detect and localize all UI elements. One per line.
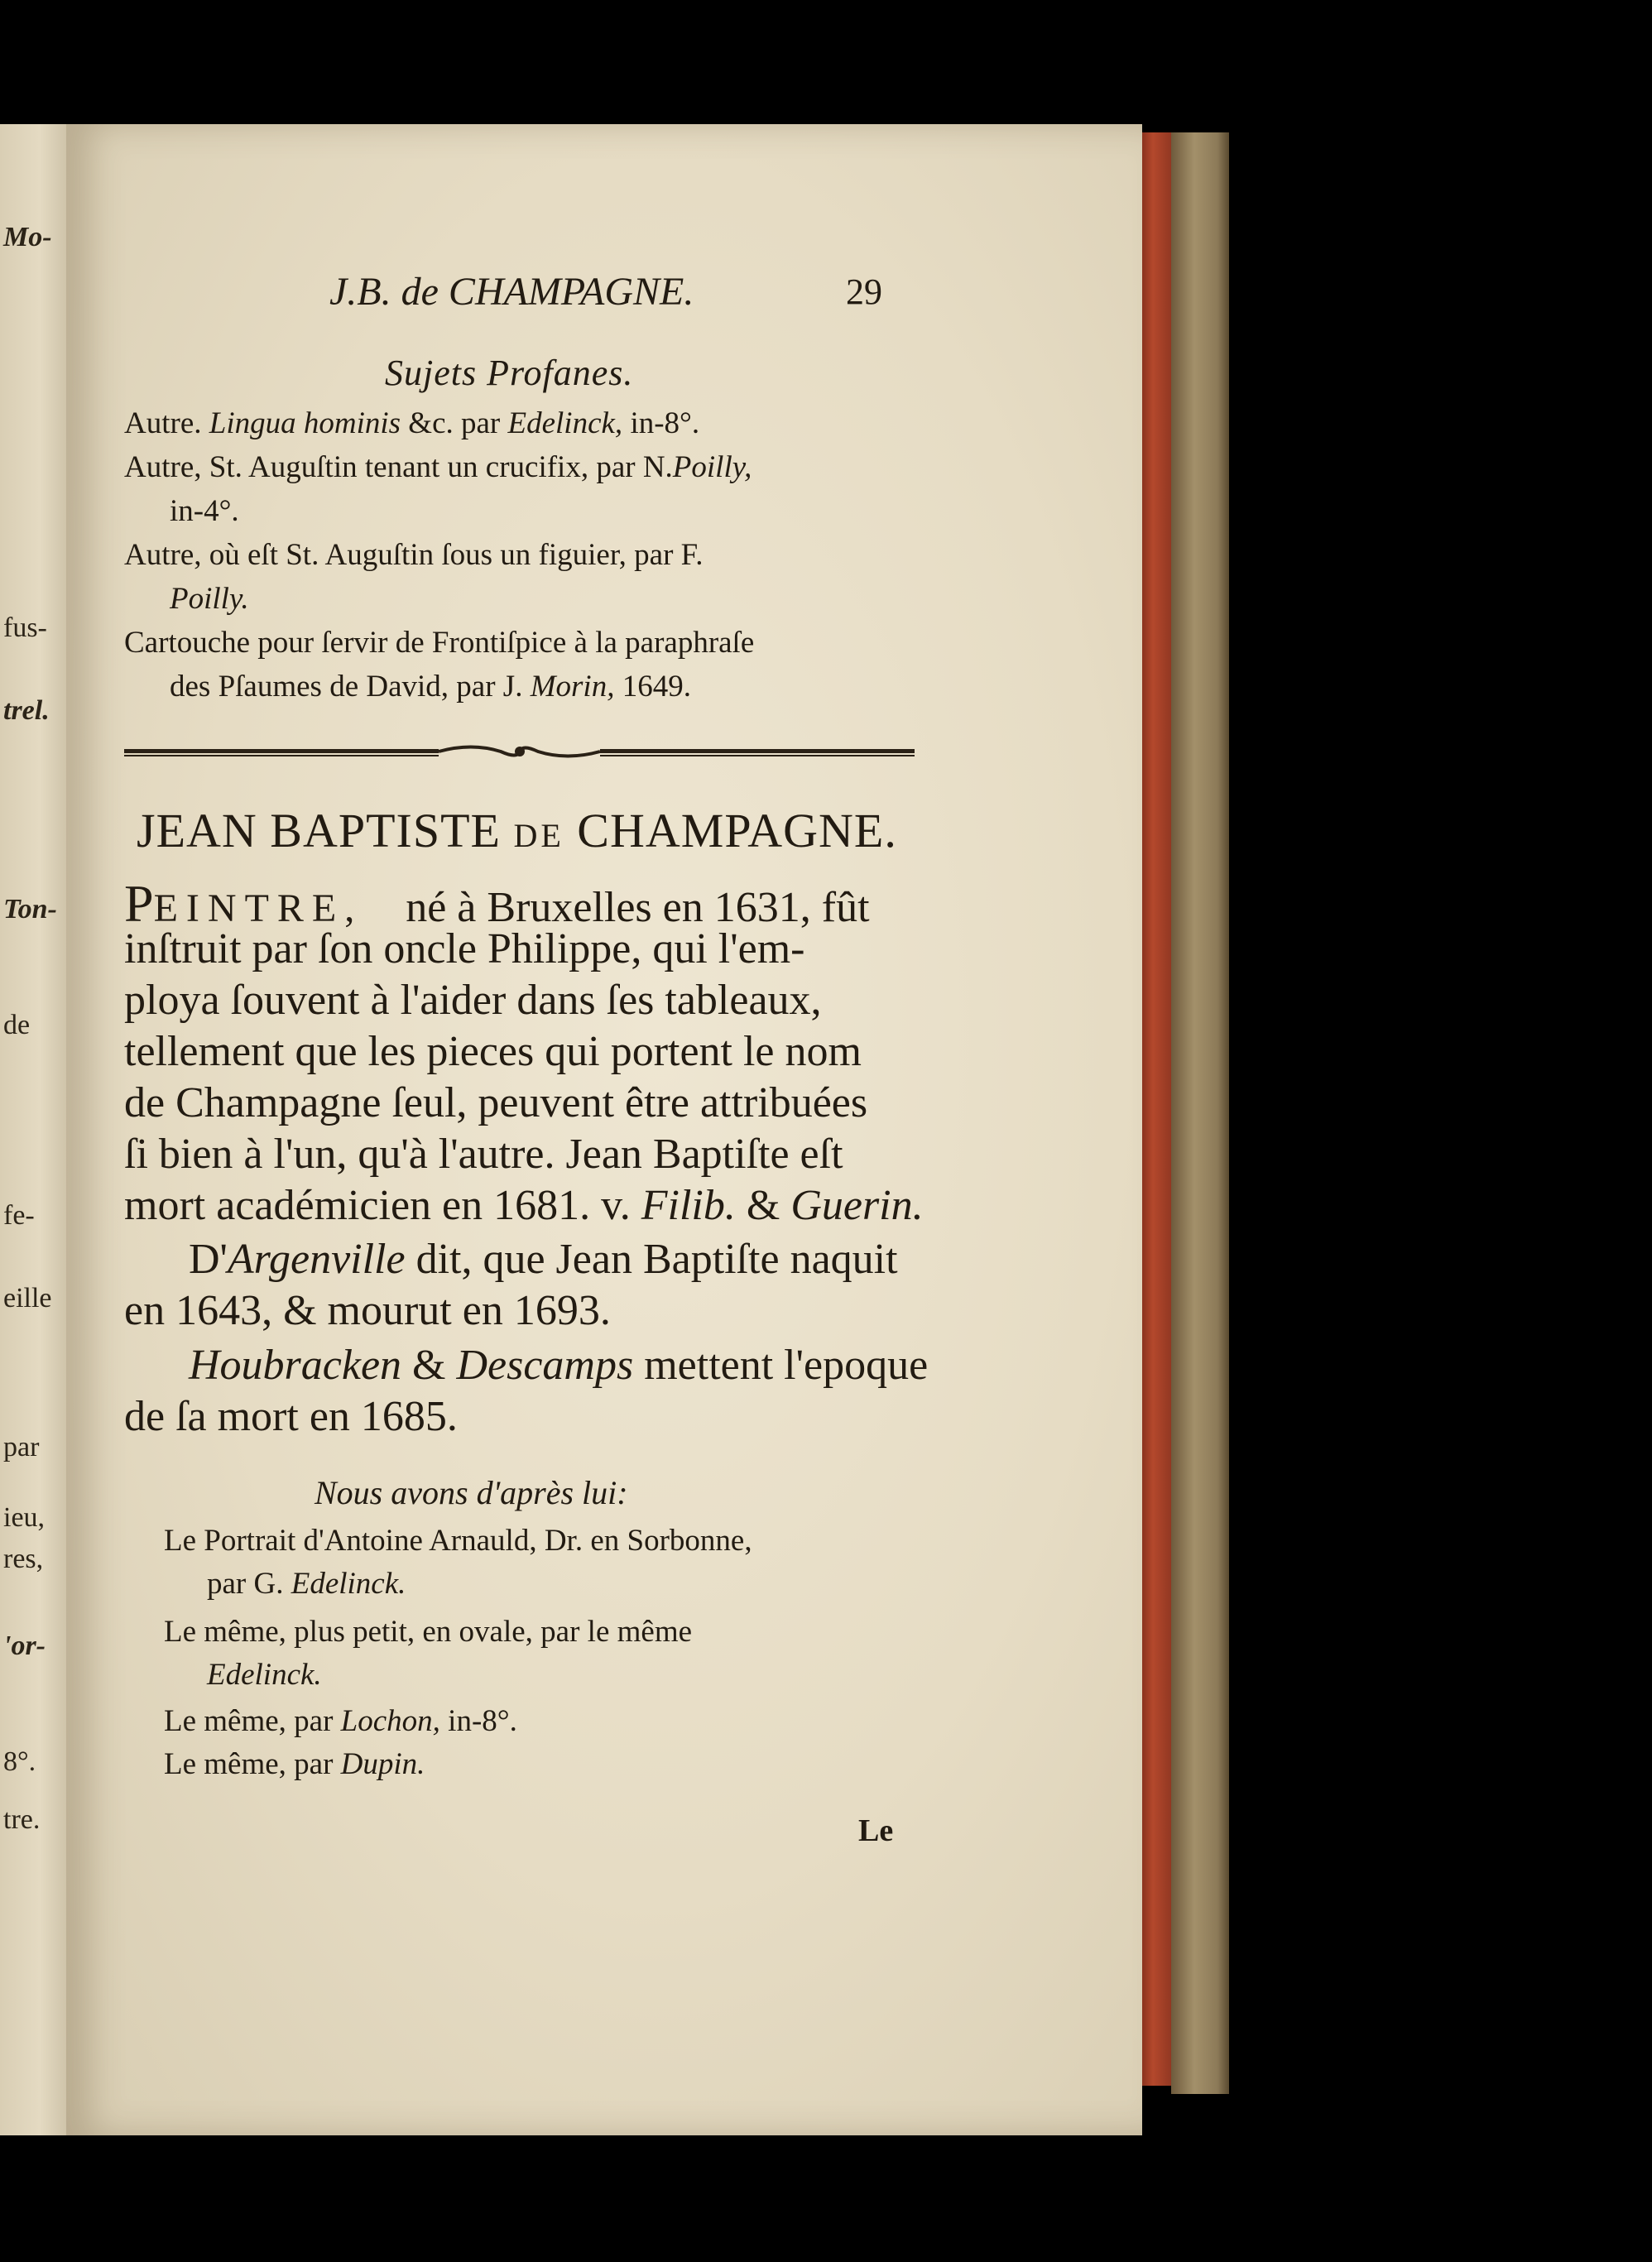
entry-line: Cartouche pour ſervir de Frontiſpice à la paraphraſe — [124, 626, 755, 660]
paragraph-line: mort académicien en 1681. v. Filib. & Guerin. — [124, 1182, 924, 1229]
paragraph-line: inſtruit par ſon oncle Philippe, qui l'em- — [124, 925, 805, 973]
left-fragment: Mo- — [3, 222, 52, 252]
entry-line: Autre. Lingua hominis &c. par Edelinck, in-8°. — [124, 406, 700, 440]
section-title: Sujets Profanes. — [385, 353, 634, 393]
entry-line: Autre, où eſt St. Auguſtin ſous un figuier, par F. — [124, 538, 704, 572]
work-entry: Le même, plus petit, en ovale, par le même — [164, 1615, 693, 1649]
entry-line: Poilly. — [170, 582, 249, 616]
paragraph-line: de Champagne ſeul, peuvent être attribuées — [124, 1079, 868, 1126]
left-fragment: trel. — [3, 695, 50, 726]
paragraph-line: PEINTRE, né à Bruxelles en 1631, fût — [124, 874, 870, 933]
paragraph-line: Houbracken & Descamps mettent l'epoque — [189, 1342, 929, 1389]
page-edges — [1138, 132, 1175, 2086]
left-fragment: res, — [3, 1544, 44, 1574]
ornamental-rule — [124, 741, 915, 762]
work-entry: Le même, par Lochon, in-8°. — [164, 1704, 517, 1738]
book-cover-board — [1171, 132, 1229, 2094]
page-number: 29 — [846, 271, 882, 312]
paragraph-line: ploya ſouvent à l'aider dans ſes tableaux, — [124, 977, 822, 1024]
work-entry: Edelinck. — [207, 1658, 322, 1692]
left-facing-page — [0, 124, 66, 2135]
left-fragment: fe- — [3, 1200, 35, 1231]
left-fragment: tre. — [3, 1804, 41, 1835]
work-entry: Le Portrait d'Antoine Arnauld, Dr. en Sorbonne, — [164, 1524, 752, 1558]
left-fragment: 8°. — [3, 1746, 36, 1777]
entry-line: Autre, St. Auguſtin tenant un crucifix, par N.Poilly, — [124, 450, 752, 484]
work-entry: Le même, par Dupin. — [164, 1747, 425, 1781]
left-fragment: eille — [3, 1283, 52, 1313]
article-title: JEAN BAPTISTE DE CHAMPAGNE. — [137, 804, 897, 857]
left-fragment: ieu, — [3, 1502, 46, 1533]
book-page — [66, 124, 1142, 2135]
catchword: Le — [858, 1813, 894, 1848]
left-fragment: Ton- — [3, 894, 57, 924]
paragraph-line: en 1643, & mourut en 1693. — [124, 1287, 611, 1334]
paragraph-line: tellement que les pieces qui portent le nom — [124, 1028, 862, 1075]
running-head: J.B. de CHAMPAGNE. — [329, 270, 694, 314]
work-entry: par G. Edelinck. — [207, 1567, 406, 1601]
entry-line: des Pſaumes de David, par J. Morin, 1649. — [170, 670, 691, 704]
left-fragment: par — [3, 1432, 40, 1462]
entry-line: in-4°. — [170, 494, 239, 528]
paragraph-line: D'Argenville dit, que Jean Baptiſte naquit — [189, 1236, 898, 1283]
works-subhead: Nous avons d'après lui: — [315, 1474, 628, 1511]
paragraph-line: ſi bien à l'un, qu'à l'autre. Jean Baptiſte eſt — [124, 1131, 843, 1178]
left-fragment: 'or- — [3, 1630, 46, 1661]
left-fragment: fus- — [3, 612, 47, 643]
left-fragment: de — [3, 1010, 31, 1040]
paragraph-line: de ſa mort en 1685. — [124, 1393, 458, 1440]
